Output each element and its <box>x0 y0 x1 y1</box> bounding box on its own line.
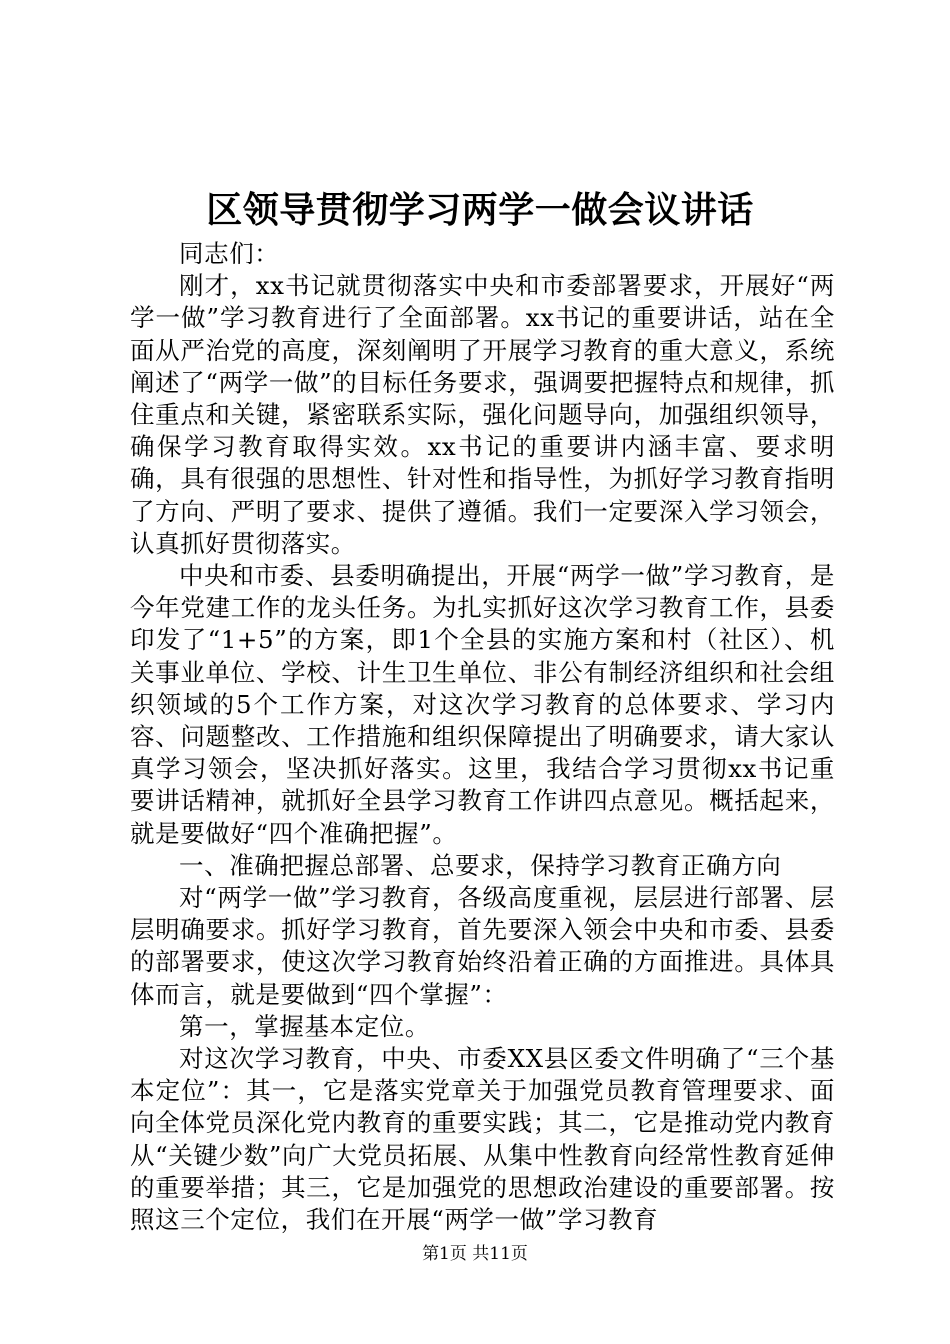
document-title: 区领导贯彻学习两学一做会议讲话 <box>206 189 754 231</box>
paragraph-opening: 刚才，xx书记就贯彻落实中央和市委部署要求，开展好“两学一做”学习教育进行了全面部署。xx书记的重要讲话，站在全面从严治党的高度，深刻阐明了开展学习教育的重大意义，系统阐述了“两学一做”的目标任务要求，强调要把握特点和规律，抓住重点和关键，紧密联系实际，强化问题导向，加强组织领导，确保学习教育取得实效。xx书记的重要讲内涵丰富、要求明确，具有很强的思想性、针对性和指导性，为抓好学习教育指明了方向、严明了要求、提供了遵循。我们一定要深入学习领会，认真抓好贯彻落实。 <box>130 271 835 558</box>
paragraph-three-positions: 对这次学习教育，中央、市委XX县区委文件明确了“三个基本定位”：其一，它是落实党章关于加强党员教育管理要求、面向全体党员深化党内教育的重要实践；其二，它是推动党内教育从“关键少数”向广大党员拓展、从集中性教育向经常性教育延伸的重要举措；其三，它是加强党的思想政治建设的重要部署。按照这三个定位，我们在开展“两学一做”学习教育 <box>130 1044 835 1235</box>
paragraph-salutation: 同志们： <box>179 239 280 268</box>
subheading-first: 第一，掌握基本定位。 <box>179 1011 430 1041</box>
paragraph-four-grasps: 对“两学一做”学习教育，各级高度重视，层层进行部署、层层明确要求。抓好学习教育，首先要深入领会中央和市委、县委的部署要求，使这次学习教育始终沿着正确的方面推进。具体具体而言，就是要做到“四个掌握”： <box>130 883 835 1009</box>
paragraph-plan: 中央和市委、县委明确提出，开展“两学一做”学习教育，是今年党建工作的龙头任务。为扎实抓好这次学习教育工作，县委印发了“1+5”的方案，即1个全县的实施方案和村（社区）、机关事业单位、学校、计生卫生单位、非公有制经济组织和社会组织领域的5个工作方案，对这次学习教育的总体要求、学习内容、问题整改、工作措施和组织保障提出了明确要求，请大家认真学习领会，坚决抓好落实。这里，我结合学习贯彻xx书记重要讲话精神，就抓好全县学习教育工作讲四点意见。概括起来，就是要做好“四个准确把握”。 <box>130 561 835 848</box>
document-body <box>130 238 835 1236</box>
page-footer: 第1页 共11页 <box>422 1244 528 1264</box>
section-heading-one: 一、准确把握总部署、总要求，保持学习教育正确方向 <box>179 850 782 880</box>
